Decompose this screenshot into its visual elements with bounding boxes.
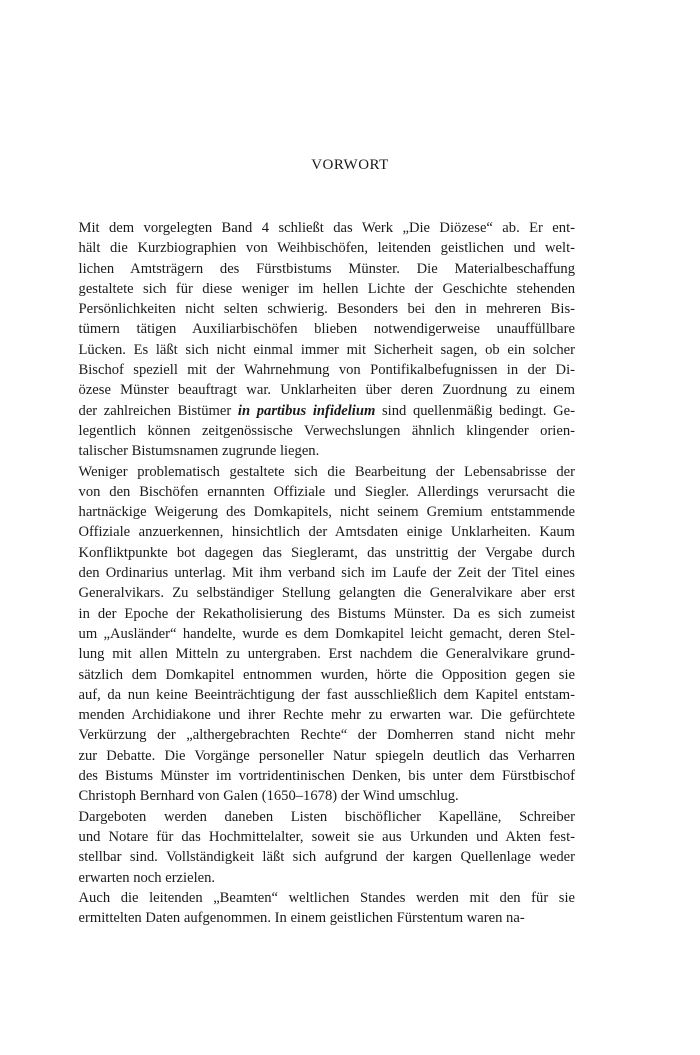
- text-segment: der zahlreichen Bistümer: [78, 402, 238, 419]
- text-line: [61, 522, 575, 542]
- text-line: [61, 583, 575, 603]
- text-line: [61, 766, 575, 786]
- text-segment: hält die Kurzbiographien von Weihbischöfen, leitenden geistlichen und welt-: [78, 240, 575, 257]
- text-segment: talischer Bistumsnamen zugrunde liegen.: [78, 443, 320, 460]
- text-segment: Christoph Bernhard von Galen (1650–1678) der Wind umschlug.: [78, 788, 459, 805]
- text-line: [61, 563, 575, 583]
- text-line: [61, 908, 575, 928]
- text-line: [61, 259, 575, 279]
- text-line: [61, 807, 575, 827]
- text-line: [61, 401, 575, 421]
- text-line: [61, 827, 575, 847]
- text-line: [61, 847, 575, 867]
- text-line: [61, 888, 575, 908]
- text-segment: hartnäckige Weigerung des Domkapitels, nicht seinem Gremium entstammende: [78, 504, 575, 521]
- text-line: [61, 746, 575, 766]
- text-segment: des Bistums Münster im vortridentinischen Denken, bis unter dem Fürstbischof: [78, 768, 575, 785]
- text-segment: Dargeboten werden daneben Listen bischöflicher Kapelläne, Schreiber: [78, 808, 575, 825]
- body-text: [61, 218, 575, 928]
- text-segment: gestaltete sich für diese weniger im hellen Lichte der Geschichte stehenden: [78, 280, 575, 297]
- text-line: [61, 786, 575, 806]
- paragraph: [61, 807, 575, 888]
- text-line: [61, 238, 575, 258]
- text-line: [61, 644, 575, 664]
- text-segment: Verkürzung der „althergebrachten Rechte“ der Domherren stand nicht mehr: [78, 727, 575, 744]
- text-segment: Weniger problematisch gestaltete sich die Bearbeitung der Lebensabrisse der: [78, 463, 575, 480]
- text-line: [61, 868, 575, 888]
- text-line: [61, 380, 575, 400]
- text-line: [61, 299, 575, 319]
- text-line: [61, 624, 575, 644]
- text-segment: menden Archidiakone und ihrer Rechte mehr zu erwarten war. Die gefürchtete: [78, 707, 575, 724]
- text-segment: Offiziale anzuerkennen, hinsichtlich der Amtsdaten einige Unklarheiten. Kaum: [78, 524, 575, 541]
- text-segment: Lücken. Es läßt sich nicht einmal immer mit Sicherheit sagen, ob ein solcher: [78, 341, 575, 358]
- text-segment: lung mit allen Mitteln zu untergraben. Erst nachdem die Generalvikare grund-: [78, 646, 575, 663]
- text-segment: von den Bischöfen ernannten Offiziale und Siegler. Allerdings verursacht die: [78, 483, 575, 500]
- text-segment: um „Ausländer“ handelte, wurde es dem Domkapitel leicht gemacht, deren Stel-: [78, 625, 575, 642]
- text-segment: Mit dem vorgelegten Band 4 schließt das Werk „Die Diözese“ ab. Er ent-: [78, 220, 575, 236]
- text-line: [61, 482, 575, 502]
- italic-phrase: in partibus infidelium: [237, 402, 376, 419]
- text-segment: legentlich können zeitgenössische Verwechslungen ähnlich klingender orien-: [78, 422, 575, 439]
- text-segment: Generalvikars. Zu selbständiger Stellung gelangten die Generalvikare aber erst: [78, 585, 575, 602]
- text-segment: und Notare für das Hochmittelalter, soweit sie aus Urkunden und Akten fest-: [78, 828, 575, 845]
- paragraph: [61, 462, 575, 807]
- paragraph: [61, 218, 575, 462]
- text-segment: sind quellenmäßig bedingt. Ge-: [375, 402, 575, 419]
- text-segment: ermittelten Daten aufgenommen. In einem geistlichen Fürstentum waren na-: [78, 910, 525, 927]
- text-line: [61, 705, 575, 725]
- text-segment: Bischof speziell mit der Wahrnehmung von Pontifikalbefugnissen in der Di-: [78, 362, 575, 379]
- text-line: [61, 340, 575, 360]
- text-segment: zur Debatte. Die Vorgänge personeller Natur spiegeln deutlich das Verharren: [78, 747, 575, 764]
- text-segment: sätzlich dem Domkapitel entnommen wurden, hörte die Opposition gegen sie: [78, 666, 575, 683]
- text-line: [61, 360, 575, 380]
- text-line: [61, 665, 575, 685]
- text-line: [61, 502, 575, 522]
- text-segment: Auch die leitenden „Beamten“ weltlichen Standes werden mit den für sie: [78, 889, 575, 906]
- text-line: [61, 543, 575, 563]
- text-segment: tümern tätigen Auxiliarbischöfen blieben notwendigerweise unauffüllbare: [78, 321, 575, 338]
- text-line: [61, 462, 575, 482]
- text-line: [61, 441, 575, 461]
- text-segment: Konfliktpunkte bot dagegen das Siegleramt, das unstrittig der Vergabe durch: [78, 544, 575, 561]
- text-segment: lichen Amtsträgern des Fürstbistums Münster. Die Materialbeschaffung: [78, 260, 575, 277]
- text-segment: in der Epoche der Rekatholisierung des Bistums Münster. Da es sich zumeist: [78, 605, 575, 622]
- page-title: VORWORT: [311, 157, 389, 173]
- text-segment: özese Münster beauftragt war. Unklarheiten über deren Zuordnung zu einem: [78, 382, 575, 399]
- text-segment: erwarten noch erzielen.: [78, 869, 216, 886]
- text-line: [61, 604, 575, 624]
- text-line: [61, 685, 575, 705]
- text-line: [61, 319, 575, 339]
- text-line: [61, 279, 575, 299]
- text-line: [61, 218, 575, 238]
- text-line: [61, 725, 575, 745]
- text-segment: den Ordinarius unterlag. Mit ihm verband sich im Laufe der Zeit der Titel eines: [78, 565, 575, 582]
- text-segment: stellbar sind. Vollständigkeit läßt sich aufgrund der kargen Quellenlage weder: [78, 849, 575, 866]
- text-segment: Persönlichkeiten nicht selten schwierig. Besonders bei den in mehreren Bis-: [78, 301, 575, 318]
- paragraph: [61, 888, 575, 929]
- text-segment: auf, da nun keine Beeinträchtigung der fast ausschließlich dem Kapitel entstam-: [78, 686, 575, 703]
- text-line: [61, 421, 575, 441]
